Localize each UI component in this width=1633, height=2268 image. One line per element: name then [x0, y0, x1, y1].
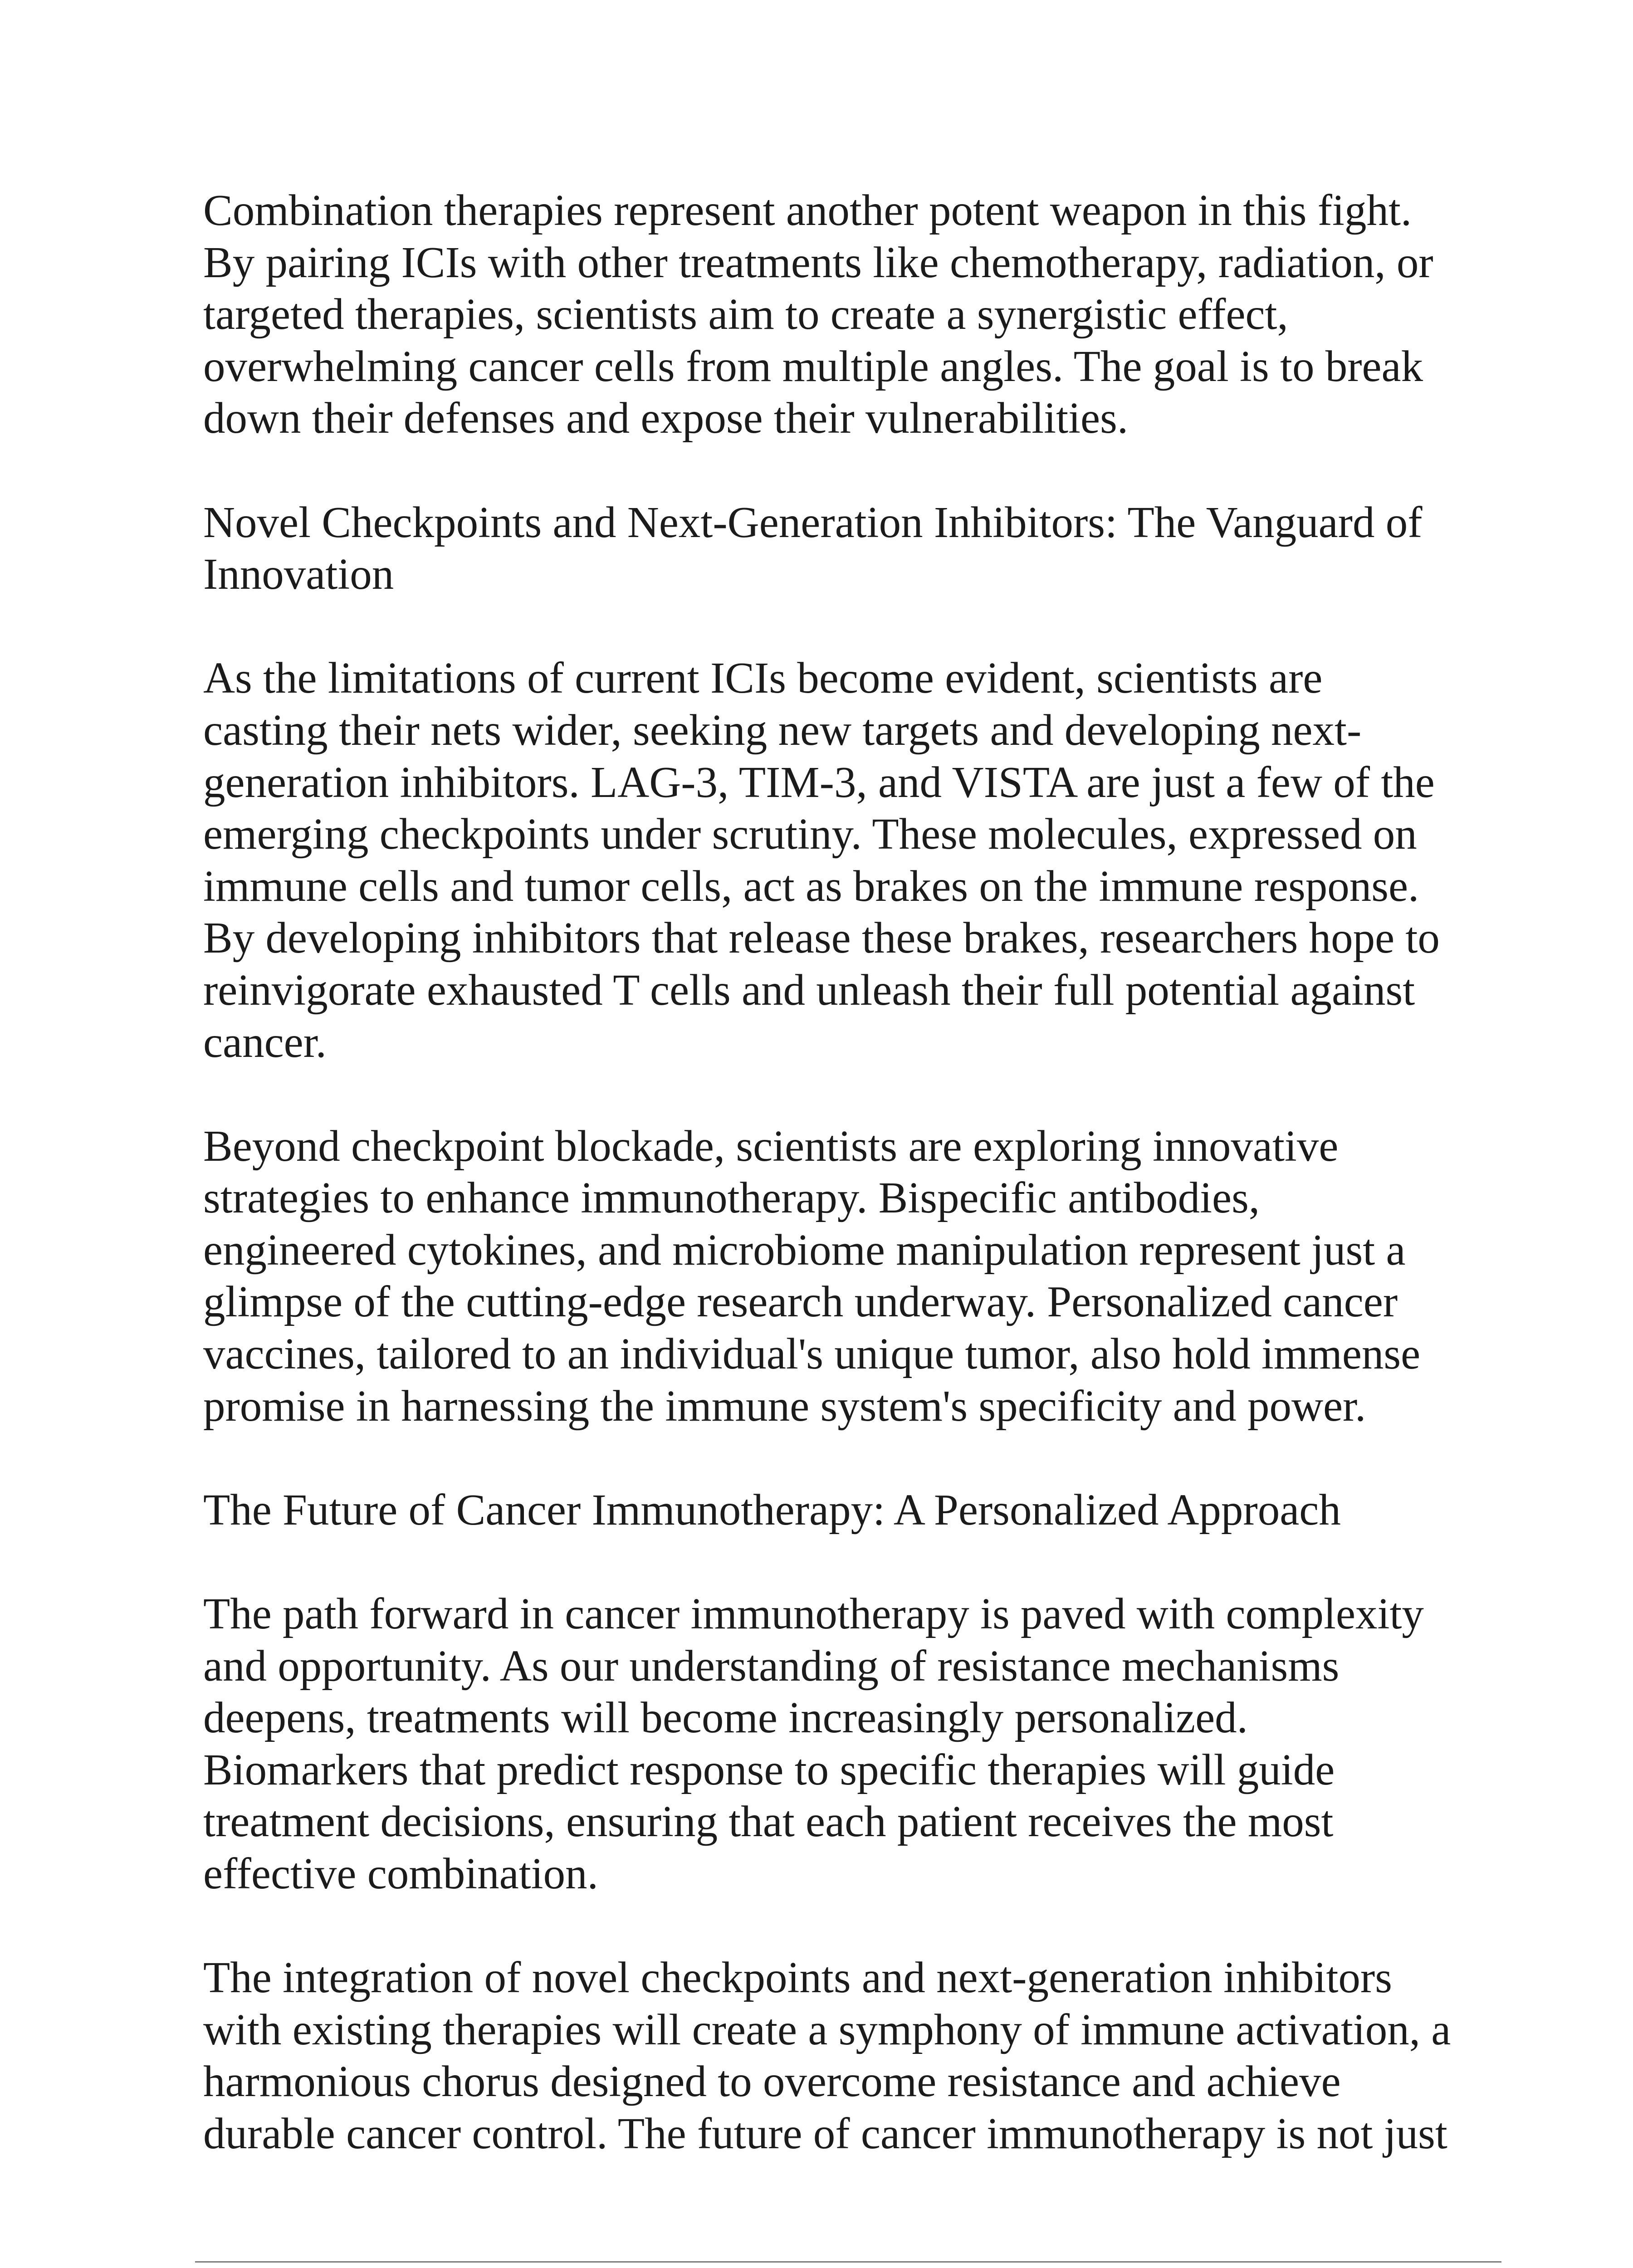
text-line: promise in harnessing the immune system's specificity and power.	[203, 1381, 1366, 1430]
text-line: The integration of novel checkpoints and next-generation inhibitors	[203, 1953, 1392, 2002]
text-line: The Future of Cancer Immunotherapy: A Personalized Approach	[203, 1485, 1341, 1534]
paragraph-beyond-checkpoint-blockade	[203, 1120, 1510, 1432]
text-line: with existing therapies will create a symphony of immune activation, a	[203, 2005, 1451, 2054]
text-line: immune cells and tumor cells, act as brakes on the immune response.	[203, 861, 1419, 910]
text-line: overwhelming cancer cells from multiple angles. The goal is to break	[203, 342, 1423, 391]
text-line: The path forward in cancer immunotherapy is paved with complexity	[203, 1589, 1424, 1638]
text-line: treatment decisions, ensuring that each patient receives the most	[203, 1797, 1334, 1846]
text-line: effective combination.	[203, 1849, 598, 1898]
text-line: deepens, treatments will become increasingly personalized.	[203, 1693, 1248, 1742]
page-body-text	[203, 185, 1510, 2160]
text-line: and opportunity. As our understanding of resistance mechanisms	[203, 1641, 1340, 1690]
paragraph-novel-checkpoints-heading	[203, 497, 1510, 601]
paragraph-combination-therapies	[203, 185, 1510, 445]
text-line: vaccines, tailored to an individual's unique tumor, also hold immense	[203, 1330, 1421, 1378]
text-line: By developing inhibitors that release these brakes, researchers hope to	[203, 914, 1440, 963]
footer-divider	[195, 2261, 1501, 2263]
text-line: Innovation	[203, 550, 394, 599]
text-line: down their defenses and expose their vulnerabilities.	[203, 394, 1129, 443]
text-line: As the limitations of current ICIs become evident, scientists are	[203, 654, 1323, 703]
page-number	[0, 2266, 1633, 2268]
text-line: casting their nets wider, seeking new targets and developing next-	[203, 705, 1362, 754]
text-line: harmonious chorus designed to overcome resistance and achieve	[203, 2057, 1341, 2106]
paragraph-limitations-of-icis	[203, 652, 1510, 1068]
paragraph-path-forward	[203, 1588, 1510, 1900]
text-line: emerging checkpoints under scrutiny. These molecules, expressed on	[203, 810, 1417, 859]
text-line: glimpse of the cutting-edge research underway. Personalized cancer	[203, 1277, 1398, 1326]
text-line: Beyond checkpoint blockade, scientists are exploring innovative	[203, 1121, 1339, 1170]
text-line: Combination therapies represent another potent weapon in this fight.	[203, 186, 1412, 235]
text-line: targeted therapies, scientists aim to create a synergistic effect,	[203, 290, 1288, 339]
text-line: durable cancer control. The future of cancer immunotherapy is not just	[203, 2109, 1447, 2158]
text-line: generation inhibitors. LAG-3, TIM-3, and VISTA are just a few of the	[203, 758, 1435, 807]
text-line: By pairing ICIs with other treatments like chemotherapy, radiation, or	[203, 238, 1433, 287]
text-line: Biomarkers that predict response to specific therapies will guide	[203, 1745, 1335, 1794]
text-line: cancer.	[203, 1017, 327, 1066]
text-line: Novel Checkpoints and Next-Generation Inhibitors: The Vanguard of	[203, 498, 1423, 547]
text-line: engineered cytokines, and microbiome manipulation represent just a	[203, 1225, 1406, 1274]
paragraph-integration	[203, 1952, 1510, 2160]
text-line: reinvigorate exhausted T cells and unleash their full potential against	[203, 965, 1415, 1014]
text-line: strategies to enhance immunotherapy. Bispecific antibodies,	[203, 1173, 1260, 1222]
paragraph-future-heading	[203, 1484, 1510, 1536]
